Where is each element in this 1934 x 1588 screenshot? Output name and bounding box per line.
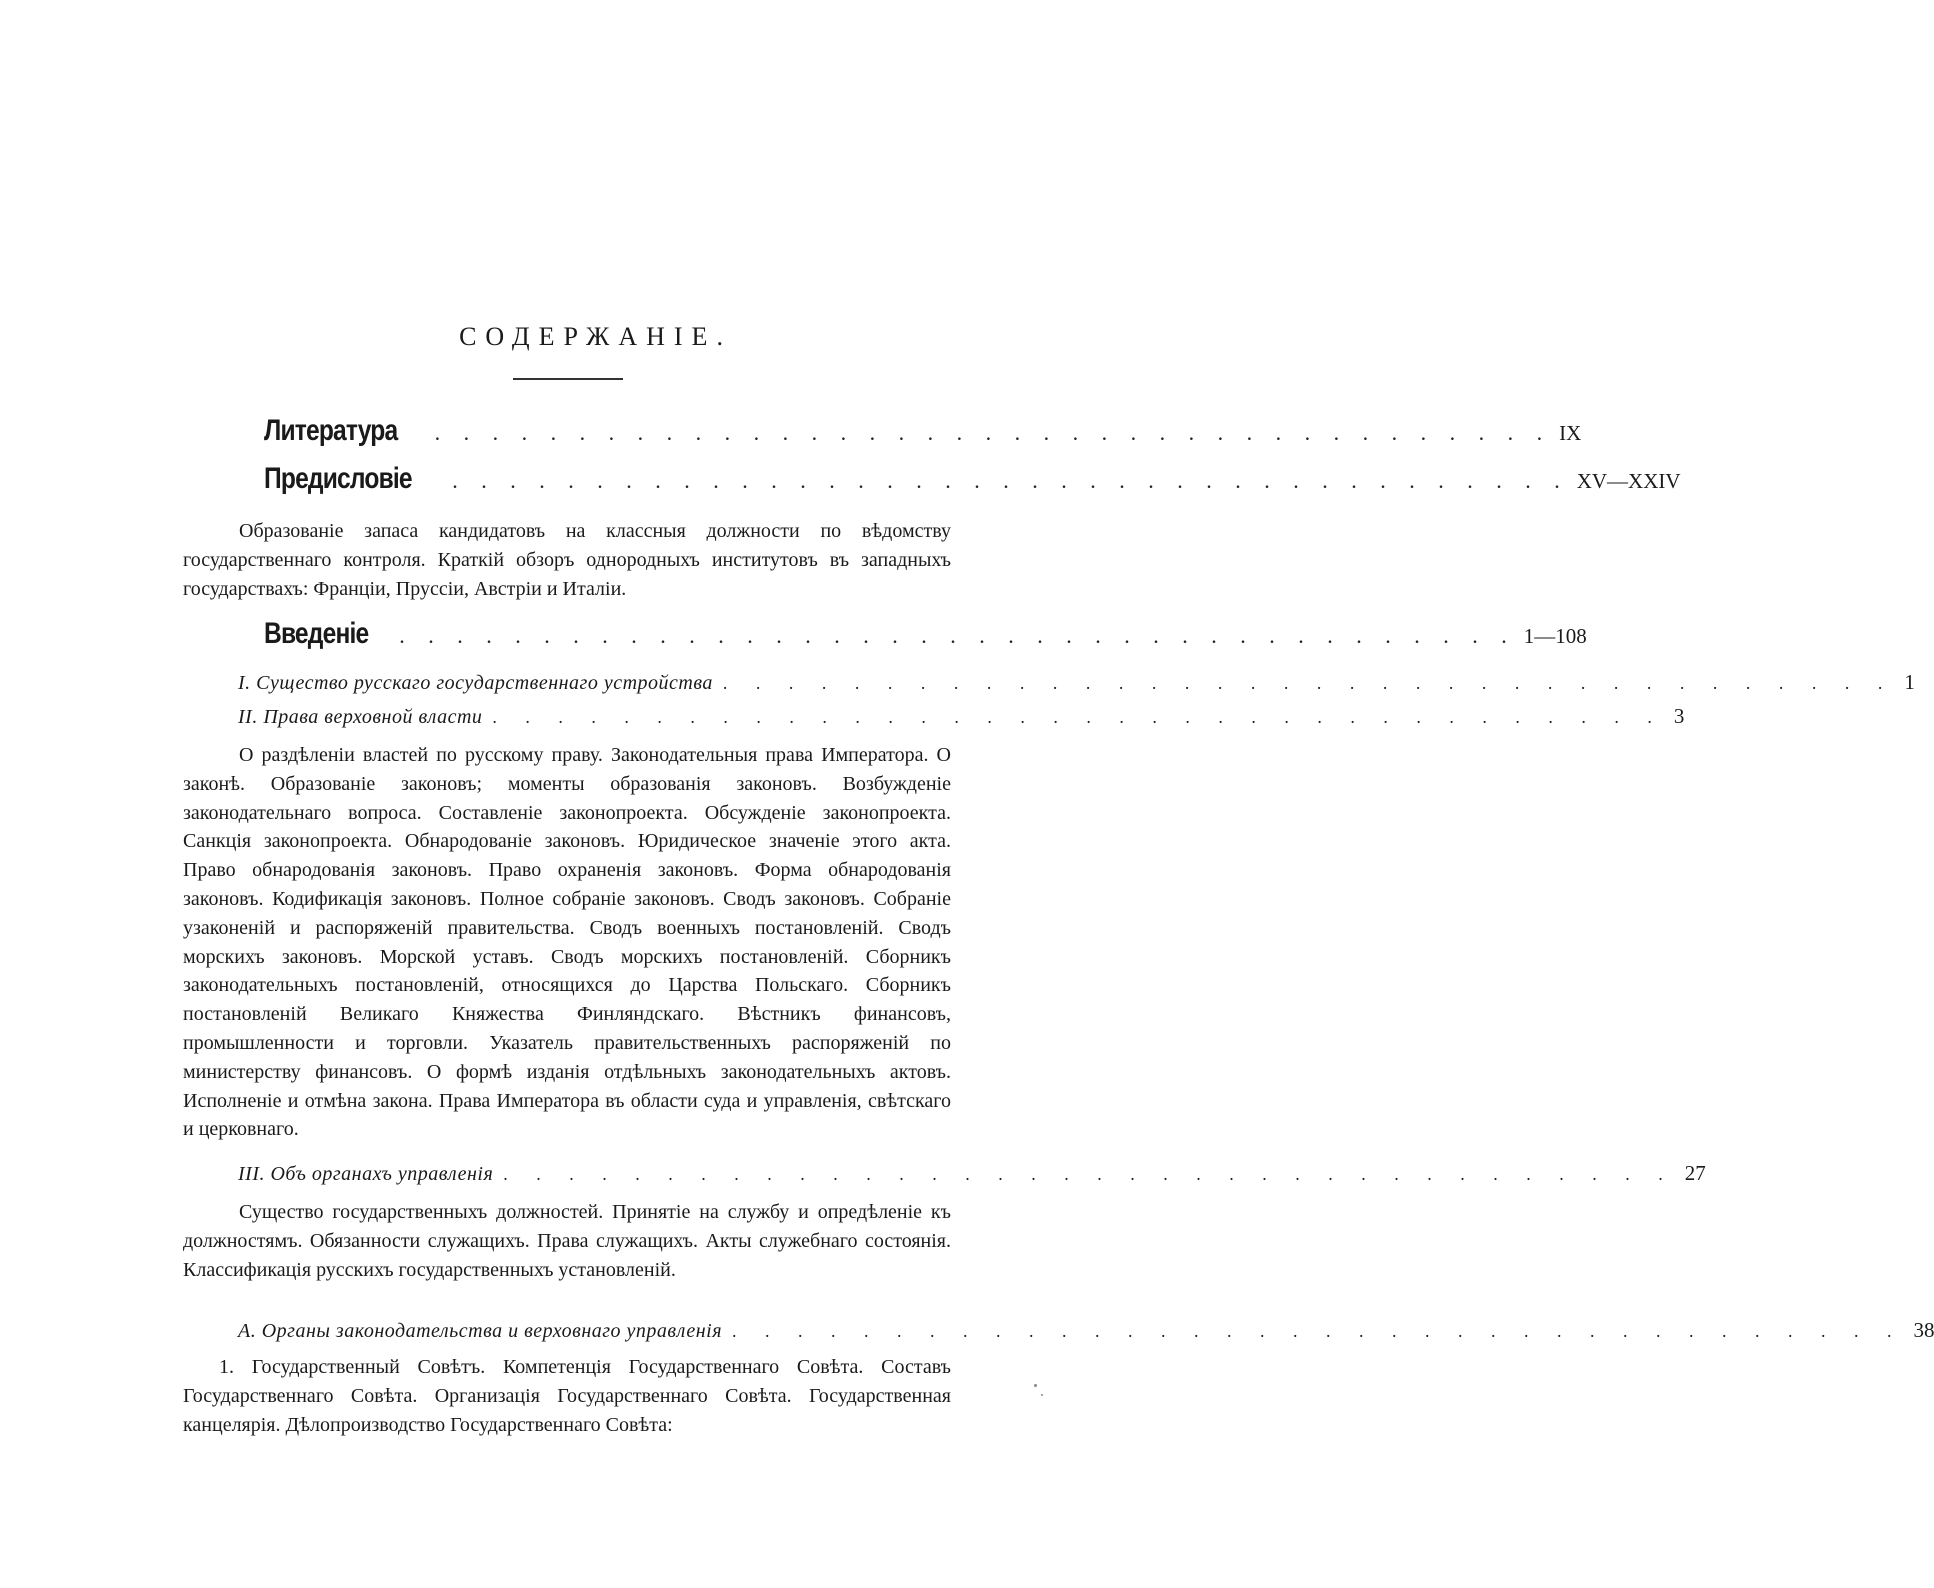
toc-leader: . . . . . . . . . . . . . . . . . . . . . . . . . . . . . . . . . . . . . . .	[452, 468, 1569, 493]
toc-entry-section-3[interactable]	[238, 1161, 1706, 1186]
toc-entry-section-a[interactable]	[238, 1318, 1934, 1343]
toc-leader: . . . . . . . . . . . . . . . . . . . . . . . . . . . . . . . . . . . .	[731, 1321, 1904, 1341]
toc-leader: . . . . . . . . . . . . . . . . . . . . . . . . . . . . . . . . . . . .	[722, 673, 1895, 693]
toc-entry-section-2[interactable]	[238, 704, 1685, 729]
toc-page: 3	[1673, 704, 1685, 728]
toc-label: Предисловіе	[264, 462, 412, 495]
toc-leader: . . . . . . . . . . . . . . . . . . . . . . . . . . . . . . . . . . . . . . .	[434, 420, 1552, 445]
toc-label: I. Существо русскаго государственнаго устройства	[238, 672, 713, 694]
toc-page: 38	[1913, 1318, 1934, 1342]
scan-speck	[1041, 1394, 1043, 1396]
predislovie-summary: Образованіе запаса кандидатовъ на классныя должности по вѣдомству государственнаго контроля. Краткій обзоръ однородныхъ институтовъ въ западныхъ государствахъ: Франціи, Пруссіи, Австріи и Италіи.	[183, 520, 951, 600]
toc-entry-vvedenie[interactable]	[264, 617, 1587, 651]
toc-leader: . . . . . . . . . . . . . . . . . . . . . . . . . . . . . . . . . . . . . . .	[399, 623, 1516, 648]
toc-page: XV—XXIV	[1576, 469, 1681, 493]
toc-page: 1—108	[1523, 624, 1587, 648]
toc-entry-literatura[interactable]	[264, 414, 1582, 448]
section-a-summary: 1. Государственный Совѣтъ. Компетенція Государственнаго Совѣта. Составъ Государственнаго Совѣта. Организація Государственнаго Совѣта. Государственная канцелярія. Дѣлопроизводство Государственнаго Совѣта:	[183, 1356, 951, 1436]
scan-speck	[1034, 1384, 1037, 1387]
toc-label: Введеніе	[264, 617, 369, 650]
toc-leader: . . . . . . . . . . . . . . . . . . . . . . . . . . . . . . . . . . . .	[492, 707, 1664, 727]
toc-entry-predislovie[interactable]	[264, 462, 1681, 496]
page-title: СОДЕРЖАНІЕ.	[459, 322, 732, 351]
toc-page: 27	[1684, 1161, 1706, 1185]
toc-label: А. Органы законодательства и верховнаго управленія	[238, 1320, 722, 1342]
section-2-summary: О раздѣленіи властей по русскому праву. Законодательныя права Императора. О законѣ. Образованіе законовъ; моменты образованія законовъ. Возбужденіе законодательнаго вопроса. Составленіе законопроекта. Обсужденіе законопроекта. Санкція законопроекта. Обнародованіе законовъ. Юридическое значеніе этого акта. Право обнародованія законовъ. Право охраненія законовъ. Форма обнародованія законовъ. Кодификація законовъ. Полное собраніе законовъ. Сводъ законовъ. Собраніе узаконеній и распоряженій правительства. Сводъ военныхъ постановленій. Сводъ морскихъ законовъ. Морской уставъ. Сводъ морскихъ постановленій. Сборникъ законодательныхъ постановленій, относящихся до Царства Польскаго. Сборникъ постановленій Великаго Княжества Финляндскаго. Вѣстникъ финансовъ, промышленности и торговли. Указатель правительственныхъ распоряженій по министерству финансовъ. О формѣ изданія отдѣльныхъ законодательныхъ актовъ. Исполненіе и отмѣна закона. Права Императора въ области суда и управленія, свѣтскаго и церковнаго.	[183, 744, 951, 1141]
toc-label: Литература	[264, 414, 398, 447]
toc-leader: . . . . . . . . . . . . . . . . . . . . . . . . . . . . . . . . . . . .	[503, 1164, 1675, 1184]
section-3-summary: Существо государственныхъ должностей. Принятіе на службу и опредѣленіе къ должностямъ. Обязанности служащихъ. Права служащихъ. Акты служебнаго состоянія. Классификація русскихъ государственныхъ установленій.	[183, 1201, 951, 1281]
toc-page: IX	[1559, 421, 1582, 445]
toc-label: III. Объ органахъ управленія	[238, 1163, 494, 1185]
toc-label: II. Права верховной власти	[238, 706, 483, 728]
toc-page: 1	[1904, 670, 1915, 694]
toc-entry-section-1[interactable]	[238, 670, 1915, 695]
title-rule	[513, 378, 623, 380]
